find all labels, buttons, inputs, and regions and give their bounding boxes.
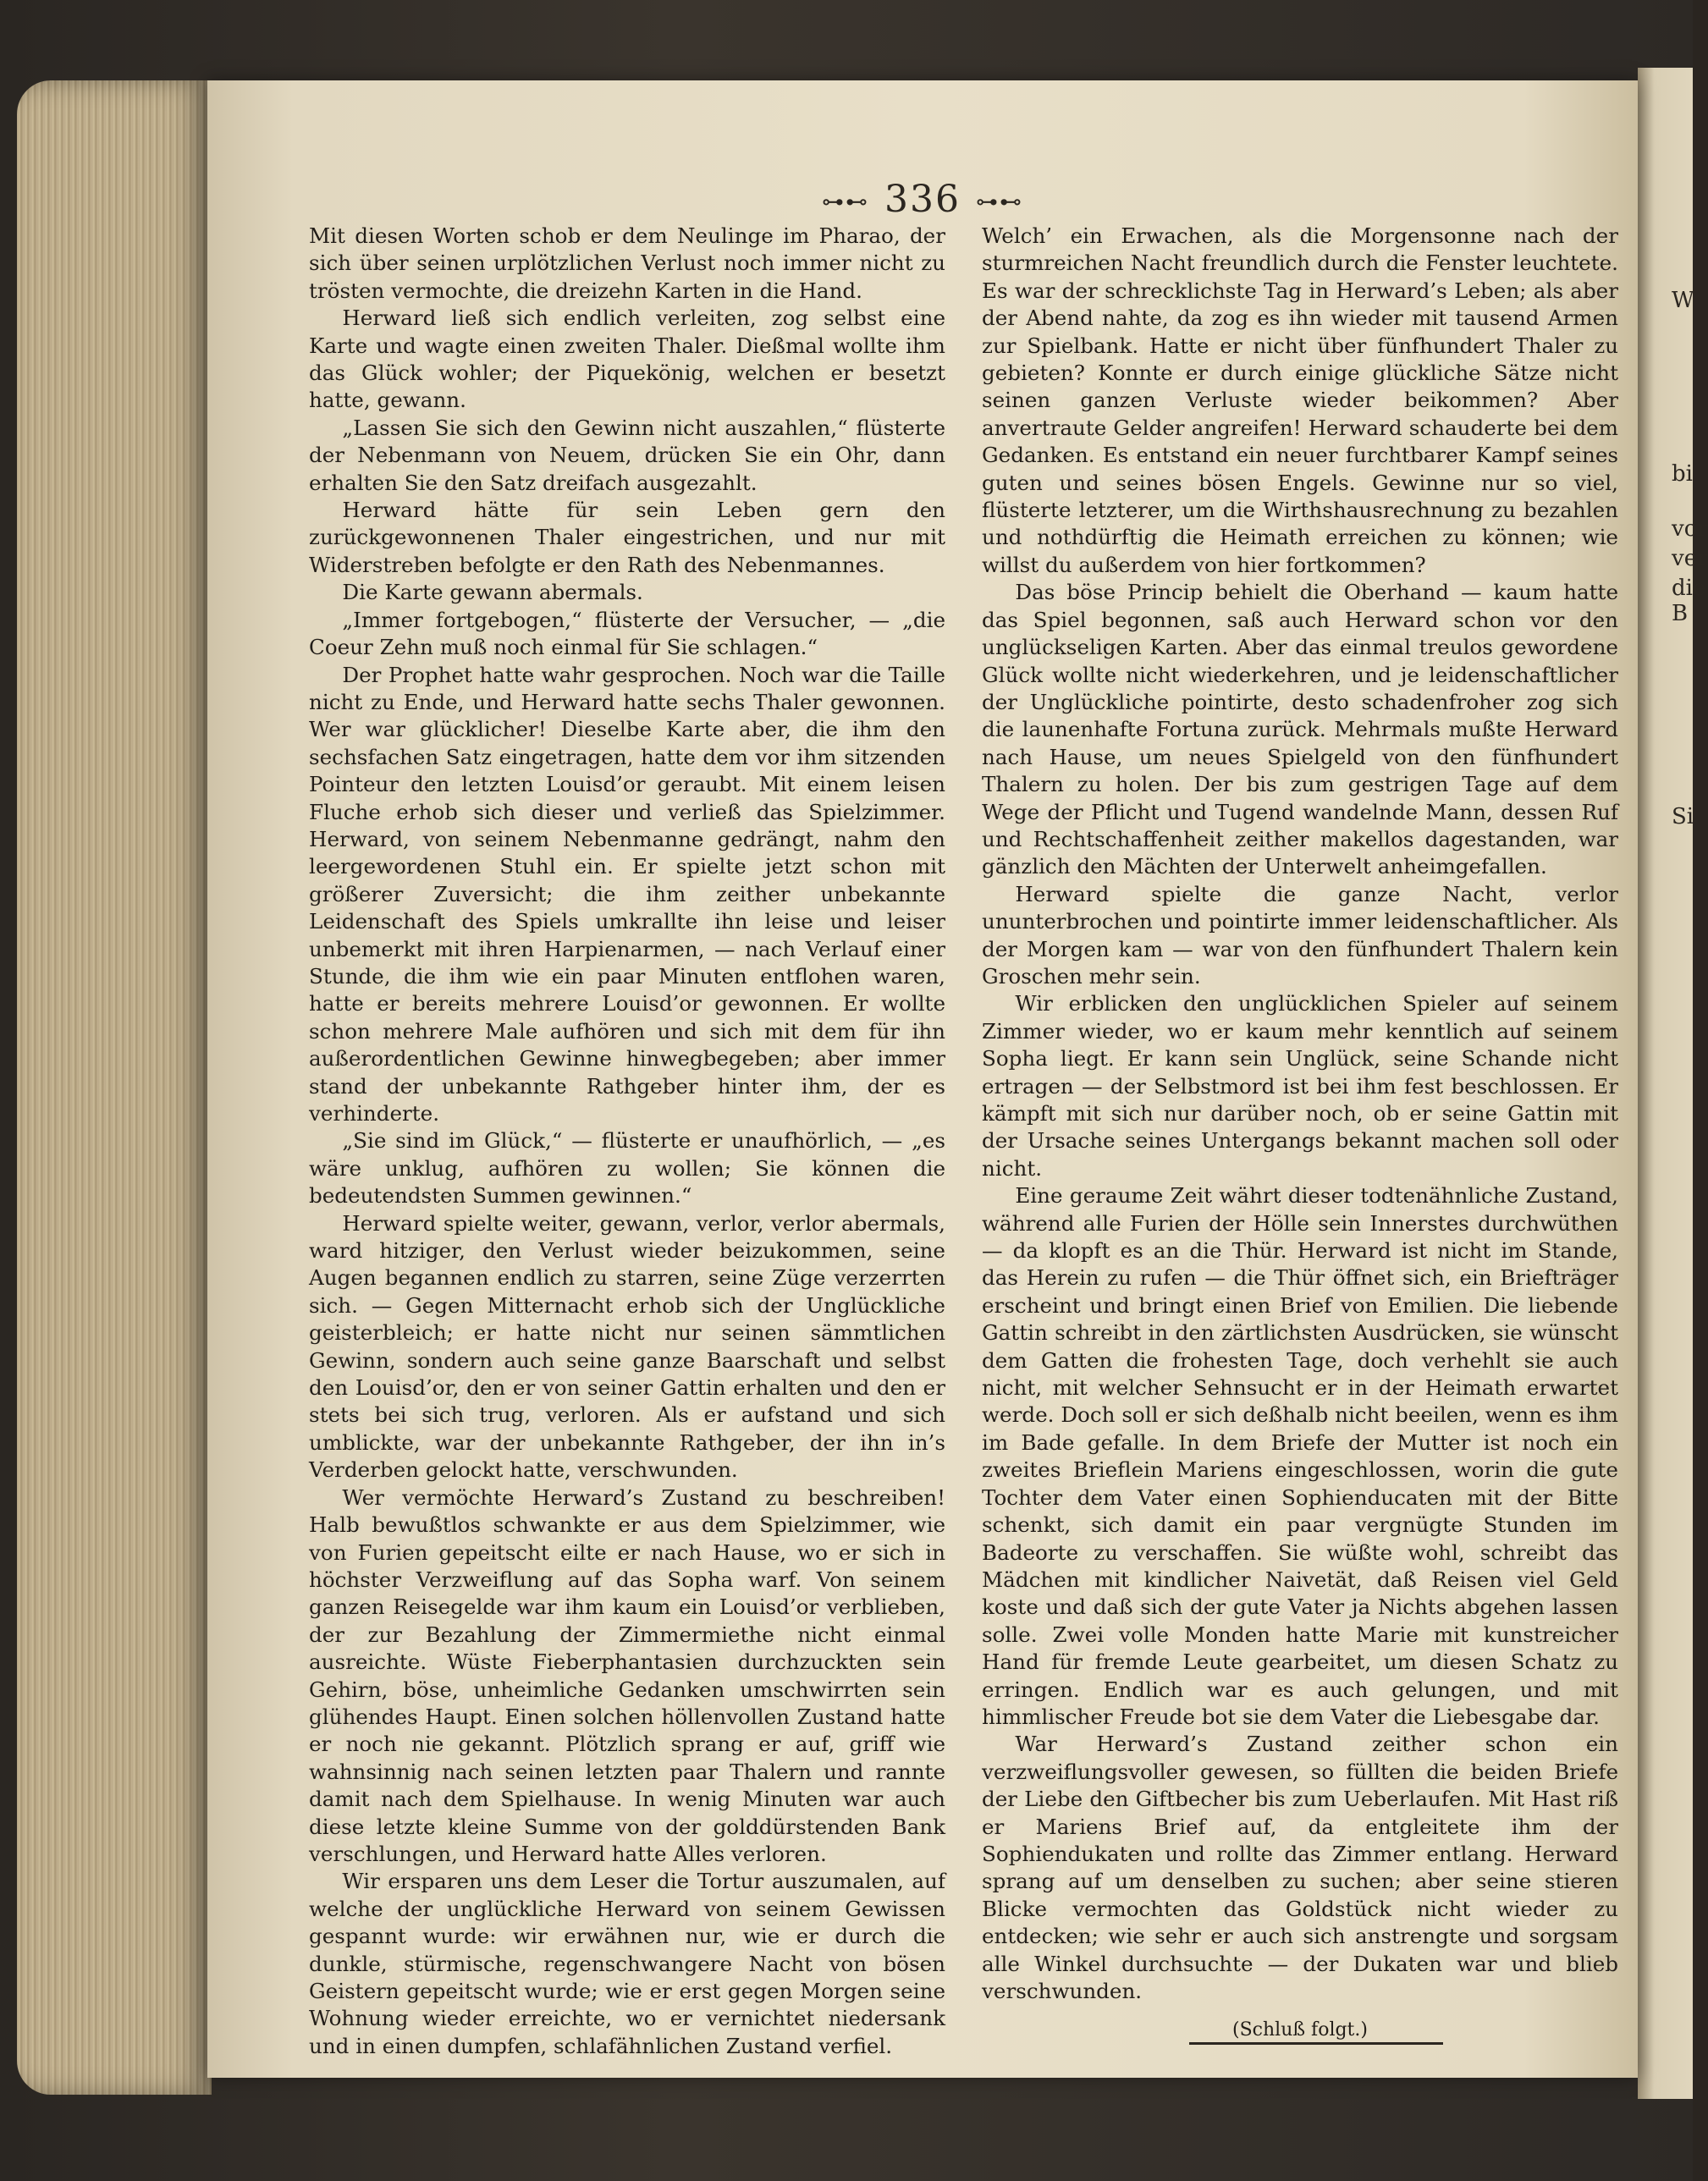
left-column: [309, 223, 945, 2060]
book-page-edges: [17, 80, 212, 2095]
paragraph: „Lassen Sie sich den Gewinn nicht auszahlen,“ flüsterte der Nebenmann von Neuem, drücken Sie ein Ohr, dann erhalten Sie den Satz dreifach ausgezahlt.: [309, 415, 945, 495]
paragraph: Wer vermöchte Herward’s Zustand zu beschreiben! Halb bewußtlos schwankte er aus dem Spielzimmer, wie von Furien gepeitscht eilte er nach Hause, wo er sich in höchster Verzweiflung auf das Sopha warf. Von seinem ganzen Reisegelde war ihm kaum ein Louisd’or verblieben, der zur Bezahlung der Zimmermiethe nicht einmal ausreichte. Wüste Fieberphantasien durchzuckten sein Gehirn, böse, unheimliche Gedanken umschwirrten sein glühendes Haupt. Einen solchen höllenvollen Zustand hatte er noch nie gekannt. Plötzlich sprang er auf, griff wie wahnsinnig nach seinen letzten paar Thalern und rannte damit nach dem Spielhause. In wenig Minuten war auch diese letzte kleine Summe von der golddürstenden Bank verschlungen, und Herward hatte Alles verloren.: [309, 1484, 945, 1866]
right-column: [982, 223, 1618, 2045]
paragraph: Herward ließ sich endlich verleiten, zog selbst eine Karte und wagte einen zweiten Thaler. Dießmal wollte ihm das Glück wohler; der Piquekönig, welchen er besetzt hatte, gewann.: [309, 306, 945, 413]
paragraph: Herward spielte die ganze Nacht, verlor ununterbrochen und pointirte immer leidenschaftlicher. Als der Morgen kam — war von den fünfhundert Thalern kein Groschen mehr sein.: [982, 881, 1618, 989]
paragraph: Wir ersparen uns dem Leser die Tortur auszumalen, auf welche der unglückliche Herward von seinem Gewissen gespannt wurde: wir erwähnen nur, wie er durch die dunkle, stürmische, regenschwangere Nacht von bösen Geistern gepeitscht wurde; wie er erst gegen Morgen seine Wohnung wieder erreichte, wo er vernichtet niedersank und in einen dumpfen, schlafähnlichen Zustand verfiel.: [309, 1869, 945, 2058]
facing-page-fragment: die: [1672, 576, 1706, 601]
facing-page-fragment: B: [1672, 601, 1689, 626]
paragraph: Herward hätte für sein Leben gern den zurückgewonnenen Thaler eingestrichen, und nur mit Widerstreben befolgte er den Rath des Nebenmannes.: [309, 498, 945, 577]
facing-page-fragment: ver: [1672, 546, 1708, 571]
end-rule: [1189, 2042, 1443, 2045]
paragraph: Wir erblicken den unglücklichen Spieler auf seinem Zimmer wieder, wo er kaum mehr kenntlich auf seinem Sopha liegt. Er kann sein Unglück, seine Schande nicht ertragen — der Selbstmord ist bei ihm fest beschlossen. Er kämpft mit sich nur darüber noch, ob er seine Gattin mit der Ursache seines Untergangs bekannt machen soll oder nicht.: [982, 991, 1618, 1181]
facing-page-fragment: Si: [1672, 804, 1694, 829]
paragraph: Herward spielte weiter, gewann, verlor, verlor abermals, ward hitziger, den Verlust wieder beizukommen, seine Augen begannen endlich zu starren, seine Züge verzerrten sich. — Gegen Mitternacht erhob sich der Unglückliche geisterbleich; er hatte nicht nur seinen sämmtlichen Gewinn, sondern auch seine ganze Baarschaft und selbst den Louisd’or, den er von seiner Gattin erhalten und den er stets bei sich trug, verloren. Als er aufstand und sich umblickte, war der unbekannte Rathgeber, der ihn in’s Verderben gelockt hatte, verschwunden.: [309, 1210, 945, 1483]
page-number-header: [207, 178, 1638, 221]
page-number: 336: [884, 178, 961, 221]
paragraph: Eine geraume Zeit währt dieser todtenähnliche Zustand, während alle Furien der Hölle sein Innerstes durchwüthen — da klopft es an die Thür. Herward ist nicht im Stande, das Herein zu rufen — die Thür öffnet sich, ein Briefträger erscheint und bringt einen Brief von Emilien. Die liebende Gattin schreibt in den zärtlichsten Ausdrücken, sie wünscht dem Gatten die frohesten Tage, doch verhehlt sie auch nicht, mit welcher Sehnsucht er in der Heimath erwartet werde. Doch soll er sich deßhalb nicht beeilen, wenn es ihm im Bade gefalle. In dem Briefe der Mutter ist noch ein zweites Brieflein Mariens eingeschlossen, worin die gute Tochter dem Vater einen Sophienducaten mit der Bitte schenkt, sich damit ein paar vergnügte Stunden im Badeorte zu verschaffen. Sie wüßte wohl, schreibt das Mädchen mit kindlicher Naivetät, daß Reisen viel Geld koste und daß sich der gute Vater ja Nichts abgehen lassen solle. Zwei volle Monden hatte Marie mit kunstreicher Hand für fremde Leute gearbeitet, um diesen Schatz zu erringen. Endlich war es auch gelungen, und mit himmlischer Freude bot sie dem Vater die Liebesgabe dar.: [982, 1183, 1618, 1729]
to-be-continued-note: (Schluß folgt.): [1232, 2019, 1368, 2041]
book-page: [207, 80, 1638, 2078]
ornament-left-icon: ⊶⊷: [822, 189, 869, 215]
facing-page-strip: [1638, 68, 1708, 2099]
paragraph: Welch’ ein Erwachen, als die Morgensonne nach der sturmreichen Nacht freundlich durch die Fenster leuchtete. Es war der schrecklichste Tag in Herward’s Leben; als aber der Abend nahte, da zog es ihn wieder mit tausend Armen zur Spielbank. Hatte er nicht über fünfhundert Thaler zu gebieten? Konnte er durch einige glückliche Sätze nicht seinen ganzen Verluste wieder beikommen? Aber anvertraute Gelder angreifen! Herward schauderte bei dem Gedanken. Es entstand ein neuer furchtbarer Kampf seines guten und seines bösen Engels. Gewinne nur so viel, flüsterte letzterer, um die Wirthshausrechnung zu bezahlen und nothdürftig die Heimath erreichen zu können; wie willst du außerdem von hier fortkommen?: [982, 223, 1618, 577]
facing-page-fragment: bi: [1672, 461, 1693, 487]
facing-page-fragment: vor: [1672, 516, 1708, 542]
paragraph: „Immer fortgebogen,“ flüsterte der Versucher, — „die Coeur Zehn muß noch einmal für Sie schlagen.“: [309, 607, 945, 660]
paragraph: Die Karte gewann abermals.: [342, 580, 643, 605]
paragraph: Mit diesen Worten schob er dem Neulinge im Pharao, der sich über seinen urplötzlichen Verlust noch immer nicht zu trösten vermochte, die dreizehn Karten in die Hand.: [309, 223, 945, 303]
paragraph: Das böse Princip behielt die Oberhand — kaum hatte das Spiel begonnen, saß auch Herward schon vor den unglückseligen Karten. Aber das einmal treulos gewordene Glück wollte nicht wiederkehren, und je leidenschaftlicher der Unglückliche pointirte, desto schadenfroher zog sich die launenhafte Fortuna zurück. Mehrmals mußte Herward nach Hause, um neues Spielgeld von den fünfhundert Thalern zu holen. Der bis zum gestrigen Tage auf dem Wege der Pflicht und Tugend wandelnde Mann, dessen Ruf und Rechtschaffenheit zeither makellos dagestanden, war gänzlich den Mächten der Unterwelt anheimgefallen.: [982, 580, 1618, 879]
paragraph: War Herward’s Zustand zeither schon ein verzweiflungsvoller gewesen, so füllten die beiden Briefe der Liebe den Giftbecher bis zum Ueberlaufen. Mit Hast riß er Mariens Brief auf, da entgleitete ihm der Sophiendukaten und rollte das Zimmer entlang. Herward sprang auf um denselben zu suchen; aber seine stieren Blicke vermochten das Goldstück nicht wieder zu entdecken; wie sehr er auch sich anstrengte und sorgsam alle Winkel durchsuchte — der Dukaten war und blieb verschwunden.: [982, 1732, 1618, 2003]
paragraph: Der Prophet hatte wahr gesprochen. Noch war die Taille nicht zu Ende, und Herward hatte sechs Thaler gewonnen. Wer war glücklicher! Dieselbe Karte aber, die ihm den sechsfachen Satz eingetragen, hatte dem vor ihm sitzenden Pointeur den letzten Louisd’or geraubt. Mit einem leisen Fluche erhob sich dieser und verließ das Spielzimmer. Herward, von seinem Nebenmanne gedrängt, nahm den leergewordenen Stuhl ein. Er spielte jetzt schon mit größerer Zuversicht; die ihm zeither unbekannte Leidenschaft des Spiels umkrallte ihn leise und leiser unbemerkt mit ihren Harpienarmen, — nach Verlauf einer Stunde, die ihm wie ein paar Minuten entflohen waren, hatte er bereits mehrere Louisd’or gewonnen. Er wollte schon mehrere Male aufhören und sich mit dem für ihn außerordentlichen Gewinne hinwegbegeben; aber immer stand der unbekannte Rathgeber hinter ihm, der es verhinderte.: [309, 662, 945, 1126]
paragraph: „Sie sind im Glück,“ — flüsterte er unaufhörlich, — „es wäre unklug, aufhören zu wollen; Sie können die bedeutendsten Summen gewinnen.“: [309, 1128, 945, 1209]
ornament-right-icon: ⊶⊷: [975, 189, 1023, 215]
facing-page-fragment: W: [1672, 288, 1694, 313]
